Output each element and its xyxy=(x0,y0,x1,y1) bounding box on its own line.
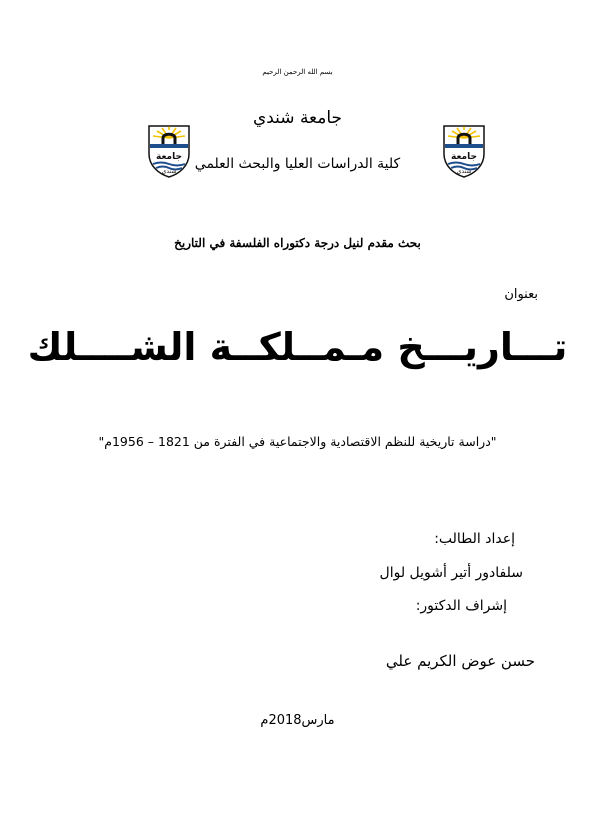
svg-text:جامعة: جامعة xyxy=(451,152,477,162)
svg-text:جامعة: جامعة xyxy=(156,152,182,162)
basmala: بسم الله الرحمن الرحيم xyxy=(262,68,333,76)
prepared-by-label: إعداد الطالب: xyxy=(434,531,515,547)
supervisor-name: حسن عوض الكريم علي xyxy=(385,652,535,670)
thesis-subtitle: "دراسة تاريخية للنظم الاقتصادية والاجتماعية في الفترة من 1821 – 1956م" xyxy=(98,434,497,449)
supervisor-label: إشراف الدكتور: xyxy=(415,598,507,614)
byline-label: بعنوان xyxy=(504,287,538,302)
college-name: كلية الدراسات العليا والبحث العلمي xyxy=(194,156,401,172)
degree-statement: بحث مقدم لنيل درجة دكتوراه الفلسفة في التاريخ xyxy=(174,236,421,250)
submission-date: مارس2018م xyxy=(260,713,335,728)
student-name: سلفادور أتير أشويل لوال xyxy=(379,565,523,581)
thesis-title: تـــاريـــخ مـمــلكــة الشــــلك xyxy=(27,325,568,369)
svg-text:شندي: شندي xyxy=(161,168,177,175)
svg-text:شندي: شندي xyxy=(456,168,472,175)
university-name: جامعة شندي xyxy=(252,108,343,128)
